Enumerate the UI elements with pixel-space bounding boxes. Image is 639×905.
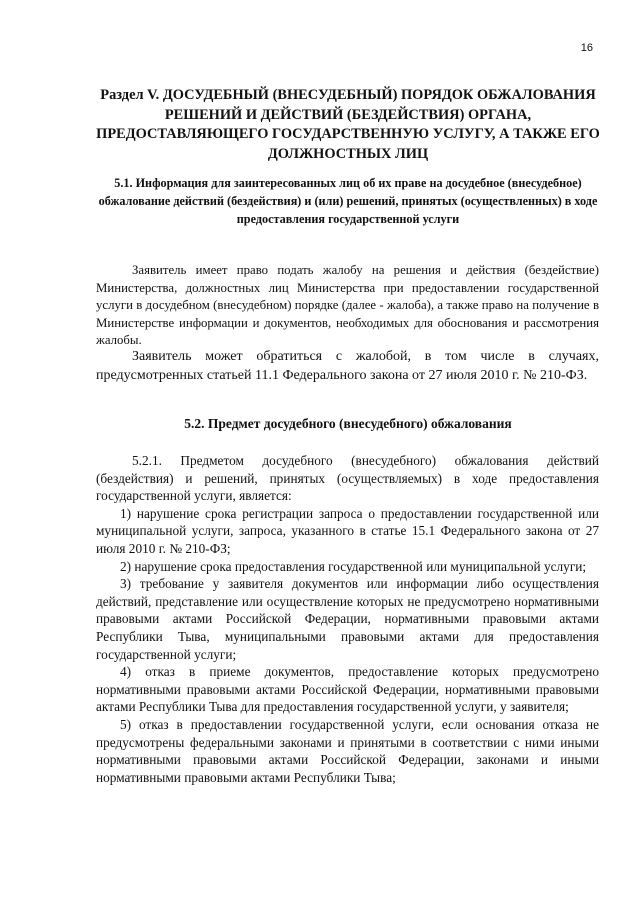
list-item: 5) отказ в предоставлении государственной услуги, если основания отказа не предусмотрены федеральными законами и принятыми в соответствии с ними иными нормативными правовыми актами Российской Федерации, законами и иными нормативными правовыми актами Республики Тыва; bbox=[96, 716, 599, 785]
page-number: 16 bbox=[580, 42, 593, 54]
list-item: 4) отказ в приеме документов, предоставление которых предусмотрено нормативными правовыми актами Российской Федерации, нормативными правовыми актами Республики Тыва для предоставления государственной услуги, у заявителя; bbox=[96, 664, 599, 715]
subsection-5-2-body bbox=[96, 452, 599, 786]
paragraph-complaint-cases: Заявитель может обратиться с жалобой, в том числе в случаях, предусмотренных статьей 11.1 Федерального закона от 27 июля 2010 г. № 210-ФЗ. bbox=[96, 349, 599, 383]
subsection-5-2-title: 5.2. Предмет досудебного (внесудебного) обжалования bbox=[184, 416, 512, 431]
list-item: 1) нарушение срока регистрации запроса о предоставлении государственной или муниципальной услуги, запроса, указанного в статье 15.1 Федерального закона от 27 июля 2010 г. № 210-ФЗ; bbox=[96, 505, 599, 556]
subsection-5-1-title: 5.1. Информация для заинтересованных лиц об их праве на досудебное (внесудебное) обжалование действий (бездействия) и (или) решений, принятых (осуществленных) в ходе предоставления государственной услуги bbox=[98, 176, 598, 226]
subsection-5-1-body bbox=[96, 262, 599, 350]
paragraph-5-2-1-intro: 5.2.1. Предметом досудебного (внесудебного) обжалования действий (бездействия) и решений, принятых (осуществляемых) в ходе предоставления государственной услуги, является: bbox=[96, 453, 599, 504]
paragraph-right-to-complain: Заявитель имеет право подать жалобу на решения и действия (бездействие) Министерства, должностных лиц Министерства при предоставлении государственной услуги в досудебном (внесудебном) порядке (далее - жалоба), а также право на получение в Министерстве информации и документов, необходимых для обоснования и рассмотрения жалобы. bbox=[96, 263, 599, 348]
list-item: 2) нарушение срока предоставления государственной или муниципальной услуги; bbox=[120, 558, 587, 574]
section-title: Раздел V. ДОСУДЕБНЫЙ (ВНЕСУДЕБНЫЙ) ПОРЯДОК ОБЖАЛОВАНИЯ РЕШЕНИЙ И ДЕЙСТВИЙ (БЕЗДЕЙСТВИЯ) ОРГАНА, ПРЕДОСТАВЛЯЮЩЕГО ГОСУДАРСТВЕННУЮ УСЛУГУ, А ТАКЖЕ ЕГО ДОЛЖНОСТНЫХ ЛИЦ bbox=[96, 87, 600, 162]
list-item: 3) требование у заявителя документов или информации либо осуществления действий, представление или осуществление которых не предусмотрено нормативными правовыми актами Российской Федерации, нормативными правовыми актами Республики Тыва, муниципальными правовыми актами для предоставления государственной услуги; bbox=[96, 576, 599, 662]
subsection-5-1-body-2 bbox=[96, 347, 599, 385]
